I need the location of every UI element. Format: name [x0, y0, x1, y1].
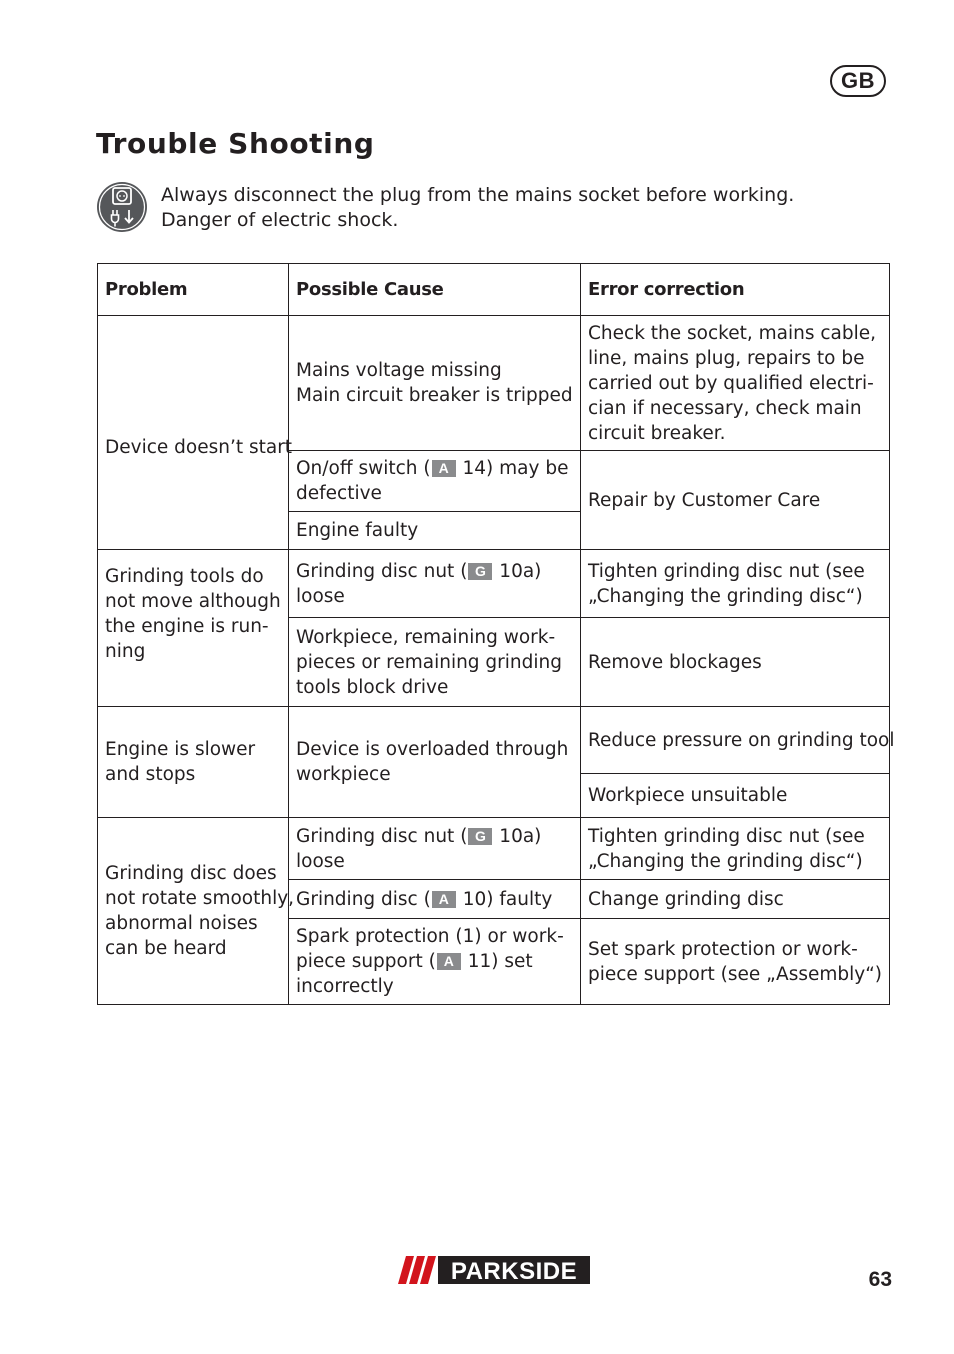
cause-text: On/off switch ( A 14) may be	[296, 458, 569, 479]
problem-text: Engine is slower	[105, 739, 256, 760]
cause-text: Workpiece, remaining work-	[296, 626, 556, 648]
figure-ref-badge: A	[432, 891, 456, 908]
problem-cell	[98, 818, 295, 1005]
cause-text: workpiece	[296, 764, 391, 785]
correction-text: Check the socket, mains cable,	[588, 322, 877, 344]
cause-text: Mains voltage missing	[296, 360, 502, 381]
correction-cell	[581, 618, 890, 707]
correction-cell	[581, 316, 890, 451]
figure-ref-badge: G	[468, 828, 492, 845]
correction-cell	[581, 774, 890, 818]
page-number: 63	[868, 1268, 892, 1291]
warning-line: Danger of electric shock.	[161, 209, 399, 231]
correction-text: Tighten grinding disc nut (see	[588, 560, 865, 582]
cause-text: defective	[296, 483, 382, 504]
cause-cell	[289, 707, 581, 818]
problem-text: abnormal noises	[105, 913, 258, 934]
correction-text: Workpiece unsuitable	[588, 785, 788, 806]
brand-wordmark: PARKSIDE	[450, 1258, 578, 1285]
correction-text: Repair by Customer Care	[588, 489, 821, 511]
cause-text: Spark protection (1) or work-	[296, 926, 564, 947]
correction-cell	[581, 451, 890, 550]
problem-text: and stops	[105, 764, 196, 785]
problem-text: the engine is run-	[105, 616, 269, 637]
unplug-warning-icon	[96, 181, 148, 233]
cause-text: Grinding disc ( A 10) faulty	[296, 888, 553, 910]
correction-text: carried out by qualified electri-	[588, 372, 874, 394]
correction-text: „Changing the grinding disc“)	[588, 850, 863, 872]
cause-text: piece support ( A 11) set	[296, 951, 533, 972]
column-header-problem: Problem	[98, 264, 289, 316]
correction-text: cian if necessary, check main	[588, 397, 862, 419]
correction-cell	[581, 880, 890, 919]
cause-text: Device is overloaded through	[296, 739, 569, 760]
page-title: Trouble Shooting	[96, 127, 375, 160]
correction-text: Tighten grinding disc nut (see	[588, 825, 865, 847]
correction-text: Change grinding disc	[588, 888, 784, 910]
cause-text: tools block drive	[296, 676, 449, 698]
column-header-cause: Possible Cause	[289, 264, 581, 316]
problem-cell	[98, 707, 289, 818]
cause-text: Main circuit breaker is tripped	[296, 385, 573, 406]
cause-cell	[289, 512, 581, 550]
cause-cell	[289, 618, 581, 707]
problem-text: Grinding disc does	[105, 863, 277, 884]
correction-text: Reduce pressure on grinding tool	[588, 729, 895, 751]
warning-line: Always disconnect the plug from the mains socket before working.	[161, 184, 795, 206]
table-row	[98, 818, 890, 880]
problem-text: not rotate smoothly,	[105, 888, 295, 909]
problem-text: Grinding tools do	[105, 566, 264, 587]
cause-text: loose	[296, 585, 345, 607]
problem-cell	[98, 550, 289, 707]
column-header-correction: Error correction	[581, 264, 890, 316]
correction-cell	[581, 919, 890, 1005]
figure-ref-badge: A	[437, 953, 461, 970]
table-header-row	[98, 264, 890, 316]
cause-text: Engine faulty	[296, 520, 419, 541]
correction-text: circuit breaker.	[588, 422, 726, 444]
problem-text: can be heard	[105, 938, 227, 959]
correction-cell	[581, 550, 890, 618]
cause-text: Grinding disc nut ( G 10a)	[296, 560, 542, 582]
correction-text: Set spark protection or work-	[588, 938, 858, 960]
table-row	[98, 707, 890, 774]
cause-cell	[289, 550, 581, 618]
correction-cell	[581, 818, 890, 880]
figure-ref-badge: G	[468, 563, 492, 580]
correction-text: Remove blockages	[588, 651, 762, 673]
cause-cell	[289, 919, 581, 1005]
cause-cell	[289, 880, 581, 919]
correction-text: piece support (see „Assembly“)	[588, 963, 883, 985]
correction-text: „Changing the grinding disc“)	[588, 585, 863, 607]
parkside-logo	[398, 1254, 592, 1286]
cause-cell	[289, 451, 581, 512]
problem-text: Device doesn’t start	[105, 437, 293, 458]
table-row	[98, 550, 890, 618]
cause-text: Grinding disc nut ( G 10a)	[296, 825, 542, 847]
problem-text: ning	[105, 641, 146, 662]
cause-text: pieces or remaining grinding	[296, 651, 563, 673]
table-row	[98, 316, 890, 451]
cause-text: loose	[296, 850, 345, 872]
cause-cell	[289, 818, 581, 880]
correction-text: line, mains plug, repairs to be	[588, 347, 865, 369]
problem-text: not move although	[105, 591, 281, 612]
cause-text: incorrectly	[296, 976, 394, 997]
figure-ref-badge: A	[432, 460, 456, 477]
troubleshooting-table	[97, 263, 895, 1005]
cause-cell	[289, 316, 581, 451]
problem-cell	[98, 316, 293, 550]
language-badge: GB	[830, 65, 886, 97]
warning-text	[161, 183, 794, 233]
correction-cell	[581, 707, 895, 774]
